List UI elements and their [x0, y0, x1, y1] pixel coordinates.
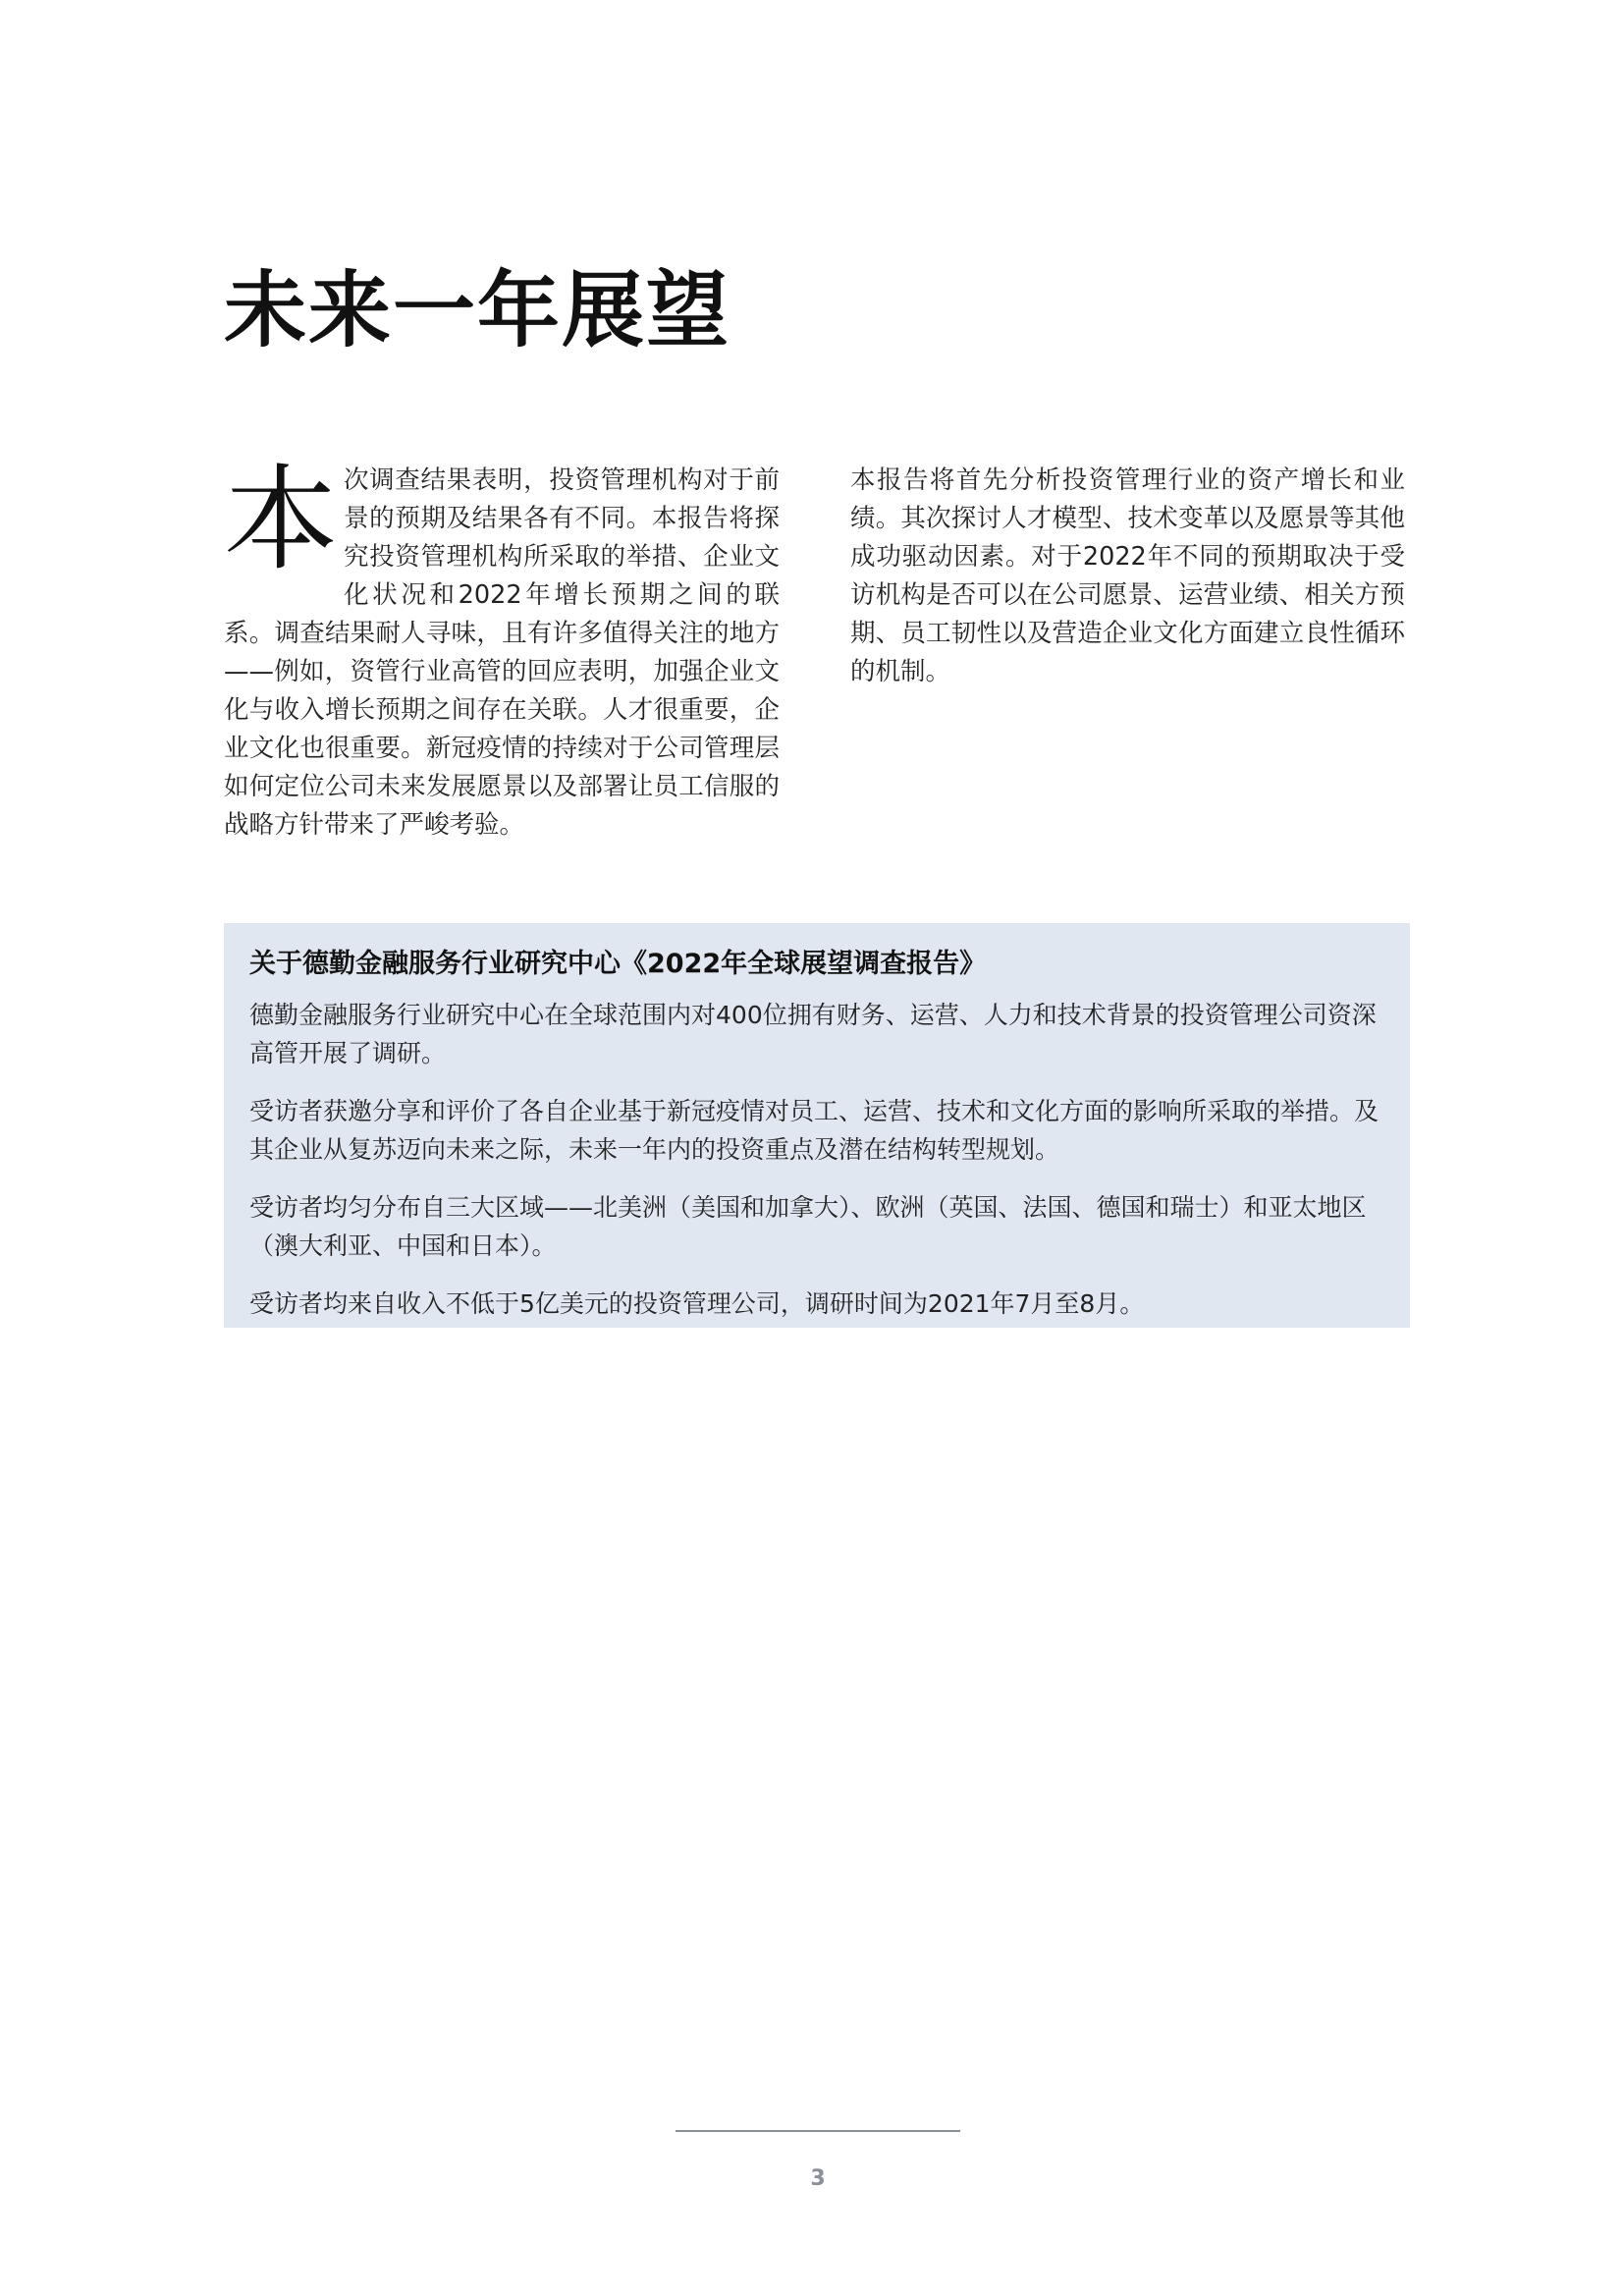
- intro-left-text: 次调查结果表明，投资管理机构对于前景的预期及结果各有不同。本报告将探究投资管理机构所采取的举措、企业文化状况和2022年增长预期之间的联系。调查结果耐人寻味，且有许多值得关注的地方——例如，资管行业高管的回应表明，加强企业文化与收入增长预期之间存在关联。人才很重要，企业文化也很重要。新冠疫情的持续对于公司管理层如何定位公司未来发展愿景以及部署让员工信服的战略方针带来了严峻考验。: [224, 465, 780, 840]
- survey-info-box: [224, 923, 1410, 1328]
- info-paragraph: 受访者均来自收入不低于5亿美元的投资管理公司，调研时间为2021年7月至8月。: [249, 1289, 1145, 1318]
- info-box-title: 关于德勤金融服务行业研究中心《2022年全球展望调查报告》: [249, 949, 987, 979]
- info-paragraph: 受访者均匀分布自三大区域——北美洲（美国和加拿大）、欧洲（英国、法国、德国和瑞士）和亚太地区（澳大利亚、中国和日本）。: [249, 1193, 1367, 1260]
- page-title: 未来一年展望: [224, 262, 731, 359]
- intro-right-text: 本报告将首先分析投资管理行业的资产增长和业绩。其次探讨人才模型、技术变革以及愿景等其他成功驱动因素。对于2022年不同的预期取决于受访机构是否可以在公司愿景、运营业绩、相关方预期、员工韧性以及营造企业文化方面建立良性循环的机制。: [850, 465, 1405, 686]
- info-paragraph: 受访者获邀分享和评价了各自企业基于新冠疫情对员工、运营、技术和文化方面的影响所采取的举措。及其企业从复苏迈向未来之际，未来一年内的投资重点及潜在结构转型规划。: [249, 1097, 1380, 1164]
- intro-right-column: [850, 462, 1405, 691]
- intro-left-column: [224, 454, 780, 845]
- drop-cap: 本: [224, 454, 338, 586]
- info-paragraph: 德勤金融服务行业研究中心在全球范围内对400位拥有财务、运营、人力和技术背景的投资管理公司资深高管开展了调研。: [249, 1001, 1377, 1067]
- footer-divider: [676, 2130, 960, 2132]
- page-number: 3: [810, 2166, 826, 2191]
